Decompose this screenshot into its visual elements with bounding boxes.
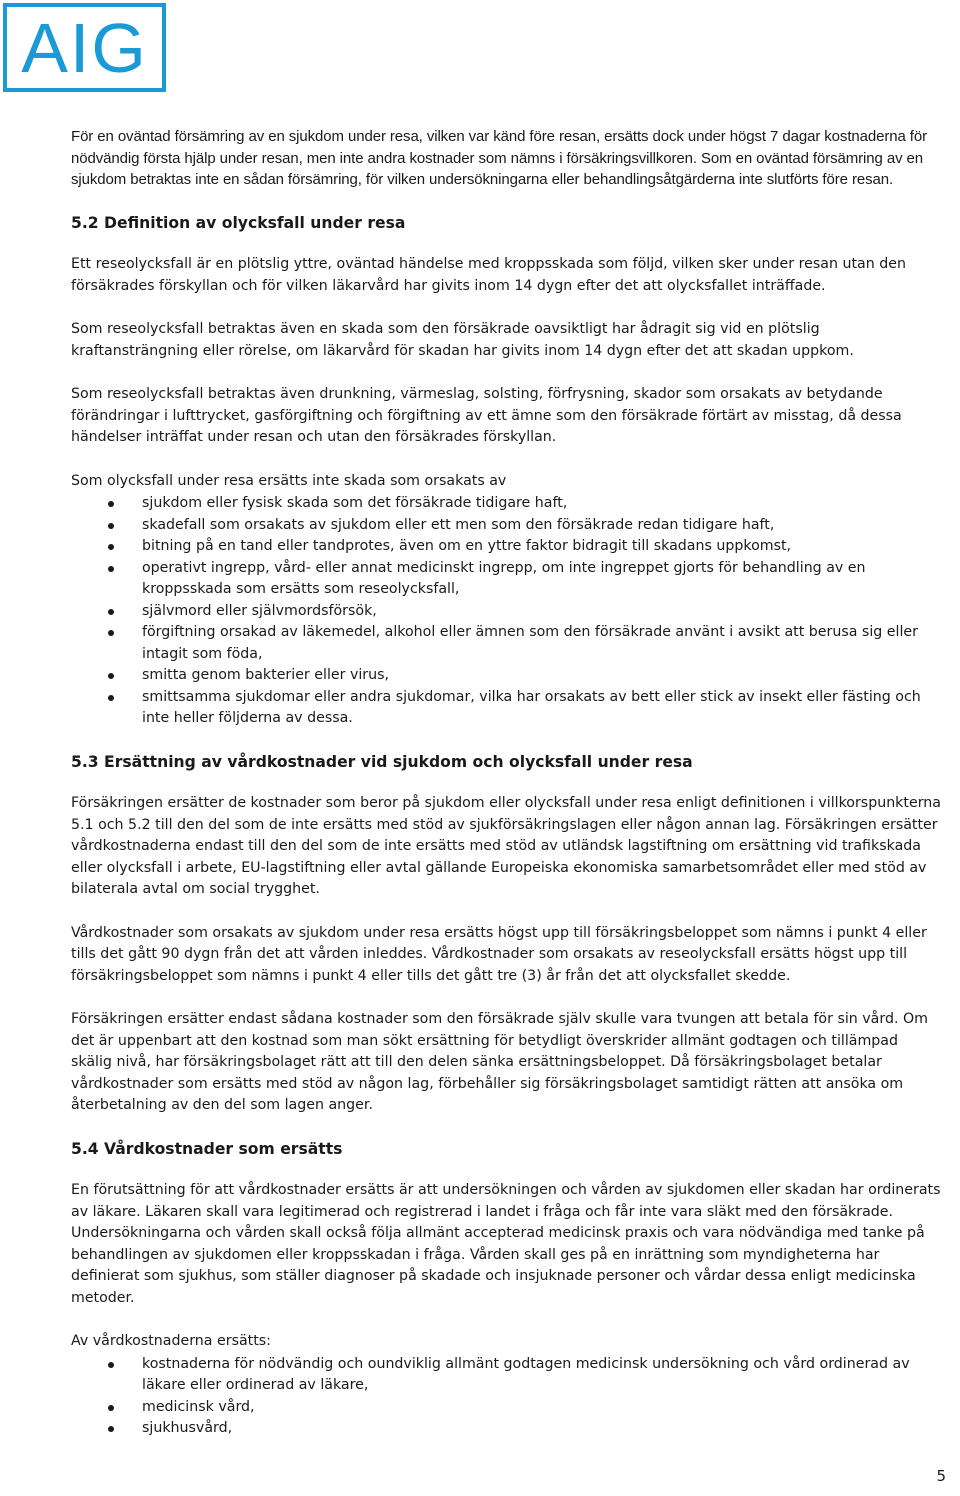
list-item: förgiftning orsakad av läkemedel, alkohol eller ämnen som den försäkrade använt i avsikt att berusa sig eller intagit som föda, [71, 622, 941, 665]
document-body [71, 126, 941, 1462]
exclusion-list [71, 493, 941, 730]
section-5-3-paragraph-1: Försäkringen ersätter de kostnader som beror på sjukdom eller olycksfall under resa enligt definitionen i villkorspunkterna 5.1 och 5.2 till den del som de inte ersätts med stöd av sjukförsäkringslagen eller någon annan lag. Försäkringen ersätter vårdkostnaderna endast till den del som de inte ersätts med stöd av utländsk lagstiftning om ersättning vid trafikskada eller olycksfall i arbete, EU-lagstiftning eller avtal gällande Europeiska ekonomiska samarbetsområdet eller med stöd av bilaterala avtal om social trygghet. [71, 795, 941, 897]
list-item: självmord eller självmordsförsök, [71, 601, 941, 623]
list-item: sjukhusvård, [71, 1418, 941, 1440]
covered-costs-list [71, 1354, 941, 1440]
logo-text: AIG [21, 8, 148, 87]
list-item: smitta genom bakterier eller virus, [71, 665, 941, 687]
section-5-3-paragraph-3: Försäkringen ersätter endast sådana kostnader som den försäkrade själv skulle vara tvungen att betala för sin vård. Om det är uppenbart att den kostnad som man sökt ersättning för betydligt överskrider allmänt godtagen och tillämpad skälig nivå, har försäkringsbolaget rätt att till den delen sänka ersättningsbeloppet. Då försäkringsbolaget betalar vårdkostnader som ersätts med stöd av någon lag, förbehåller sig försäkringsbolaget samtidigt rätten att ansöka om återbetalning av den del som lagen anger. [71, 1011, 928, 1113]
section-5-2-heading: 5.2 Definition av olycksfall under resa [71, 213, 406, 232]
list-item: sjukdom eller fysisk skada som det försäkrade tidigare haft, [71, 493, 941, 515]
section-5-2-paragraph-1: Ett reseolycksfall är en plötslig yttre, oväntad händelse med kroppsskada som följd, vilken sker under resan utan den försäkrades förskyllan och för vilken läkarvård har givits inom 14 dygn efter det att olycksfallet inträffade. [71, 256, 906, 294]
section-5-4-list-lead: Av vårdkostnaderna ersätts: [71, 1333, 271, 1349]
section-5-3-paragraph-2: Vårdkostnader som orsakats av sjukdom under resa ersätts högst upp till försäkringsbeloppet som nämns i punkt 4 eller tills det gått 90 dygn från det att vården inleddes. Vårdkostnader som orsakats av reseolycksfall ersätts högst upp till försäkringsbeloppet som nämns i punkt 4 eller tills det gått tre (3) år från det att olycksfallet skedde. [71, 924, 927, 984]
section-5-2-paragraph-2: Som reseolycksfall betraktas även en skada som den försäkrade oavsiktligt har ådragit sig vid en plötslig kraftansträngning eller rörelse, om läkarvård för skadan har givits inom 14 dygn efter det att skadan uppkom. [71, 321, 854, 359]
intro-paragraph: För en oväntad försämring av en sjukdom under resa, vilken var känd före resan, ersätts dock under högst 7 dagar kostnaderna för nödvändig första hjälp under resan, men inte andra kostnader som nämns i försäkringsvillkoren. Som en oväntad försämring av en sjukdom betraktas inte en sådan försämring, för vilken undersökningarna eller behandlingsåtgärderna inte slutförts före resan. [71, 128, 928, 188]
page-number: 5 [936, 1467, 946, 1485]
section-5-2-paragraph-3: Som reseolycksfall betraktas även drunkning, värmeslag, solsting, förfrysning, skador som orsakats av betydande förändringar i lufttrycket, gasförgiftning och förgiftning av ett ämne som den försäkrade förtärt av misstag, då dessa händelser inträffat under resan och utan den försäkrades förskyllan. [71, 386, 902, 445]
section-5-4-heading: 5.4 Vårdkostnader som ersätts [71, 1139, 343, 1158]
list-item: skadefall som orsakats av sjukdom eller ett men som den försäkrade redan tidigare haft, [71, 515, 941, 537]
list-item: smittsamma sjukdomar eller andra sjukdomar, vilka har orsakats av bett eller stick av insekt eller fästing och inte heller följderna av dessa. [71, 687, 941, 730]
section-5-3-heading: 5.3 Ersättning av vårdkostnader vid sjukdom och olycksfall under resa [71, 752, 693, 771]
list-item: medicinsk vård, [71, 1397, 941, 1419]
list-item: kostnaderna för nödvändig och oundviklig allmänt godtagen medicinsk undersökning och vård ordinerad av läkare eller ordinerad av läkare, [71, 1354, 941, 1397]
list-item: operativt ingrepp, vård- eller annat medicinskt ingrepp, om inte ingreppet gjorts för behandling av en kroppsskada som ersätts som reseolycksfall, [71, 558, 941, 601]
section-5-4-paragraph-1: En förutsättning för att vårdkostnader ersätts är att undersökningen och vården av sjukdomen eller skadan har ordinerats av läkare. Läkaren skall vara legitimerad och registrerad i landet i fråga och får inte vara släkt med den försäkrade. Undersökningarna och vården skall också följa allmänt accepterad medicinsk praxis och vara nödvändiga med tanke på behandlingen av sjukdomen eller kroppsskadan i fråga. Vården skall ges på en inrättning som myndigheterna har definierat som sjukhus, som ställer diagnoser på skadade och insjuknade personer och vårdar dessa enligt medicinska metoder. [71, 1182, 941, 1306]
section-5-2-list-lead: Som olycksfall under resa ersätts inte skada som orsakats av [71, 472, 507, 489]
list-item: bitning på en tand eller tandprotes, även om en yttre faktor bidragit till skadans uppkomst, [71, 536, 941, 558]
aig-logo [3, 3, 166, 92]
